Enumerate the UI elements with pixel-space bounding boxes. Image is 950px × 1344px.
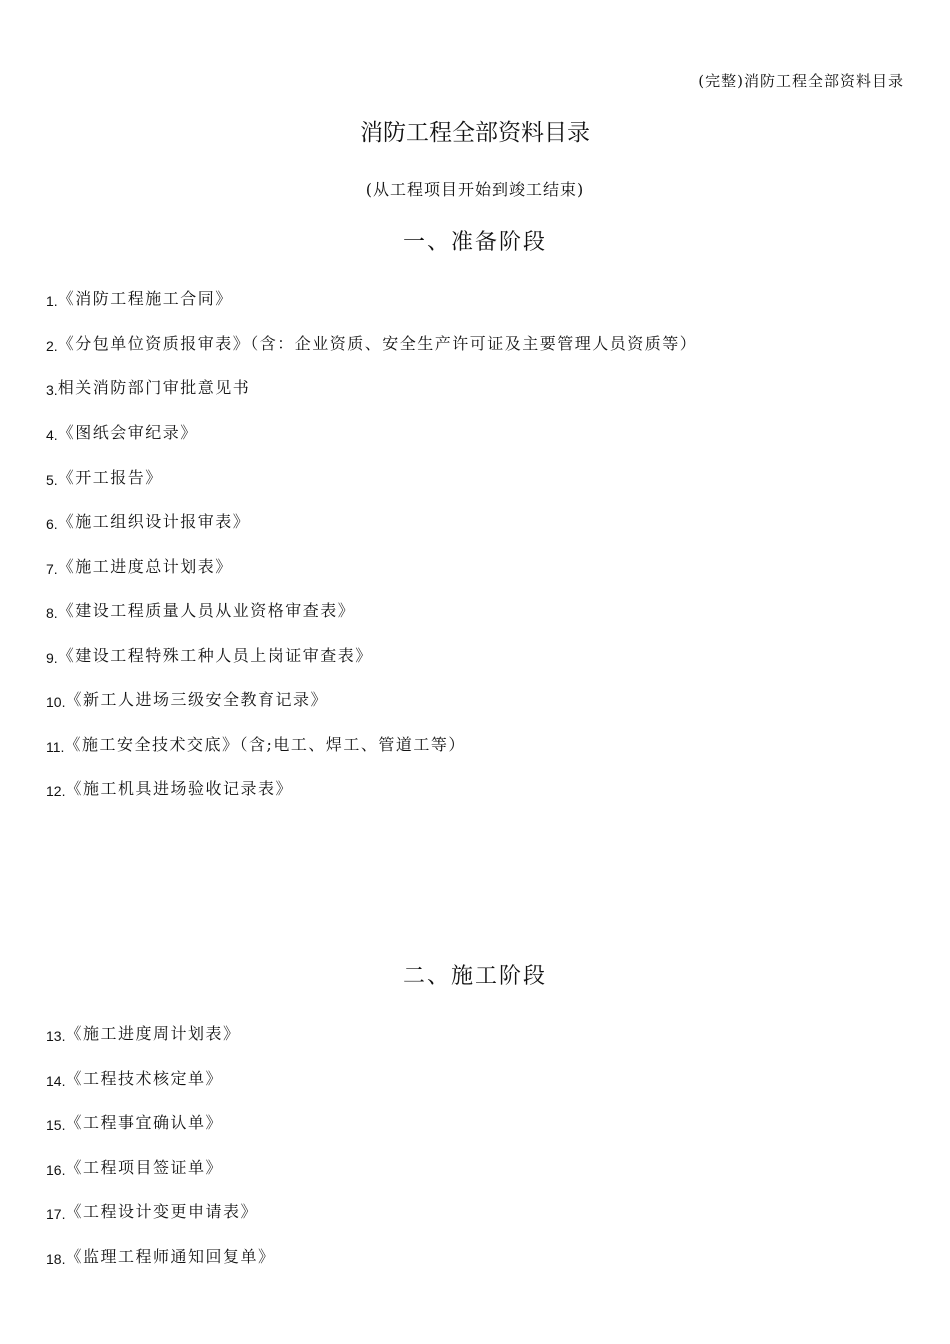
item-number: 15. <box>46 1117 66 1133</box>
item-number: 14. <box>46 1073 66 1089</box>
item-text: 《建设工程质量人员从业资格审查表》 <box>57 601 356 620</box>
list-item <box>46 690 328 710</box>
list-item <box>46 334 697 354</box>
list-item <box>46 1113 223 1133</box>
list-item <box>46 378 250 398</box>
item-number: 8. <box>46 605 58 621</box>
item-text: 《施工进度周计划表》 <box>65 1024 241 1043</box>
item-text: 《图纸会审纪录》 <box>57 423 198 442</box>
list-item <box>46 1247 275 1267</box>
item-text: 《工程事宜确认单》 <box>65 1113 223 1132</box>
item-number: 7. <box>46 561 58 577</box>
item-number: 12. <box>46 783 66 799</box>
page-title: 消防工程全部资料目录 <box>360 120 590 146</box>
item-number: 5. <box>46 472 58 488</box>
section-heading-preparation: 一、准备阶段 <box>402 230 547 255</box>
list-item <box>46 1202 258 1222</box>
item-text: 《消防工程施工合同》 <box>57 289 233 308</box>
list-item <box>46 468 163 488</box>
item-text: 《工程项目签证单》 <box>65 1158 223 1177</box>
item-text: 《监理工程师通知回复单》 <box>65 1247 276 1266</box>
item-number: 13. <box>46 1028 66 1044</box>
item-number: 1. <box>46 293 58 309</box>
item-number: 16. <box>46 1162 66 1178</box>
list-item <box>46 1024 240 1044</box>
item-text: 《施工组织设计报审表》 <box>57 512 251 531</box>
list-item <box>46 601 355 621</box>
list-item <box>46 1158 223 1178</box>
item-text: 《施工机具进场验收记录表》 <box>65 779 293 798</box>
item-number: 9. <box>46 650 58 666</box>
item-number: 3. <box>46 382 58 398</box>
item-text: 《建设工程特殊工种人员上岗证审查表》 <box>57 646 373 665</box>
list-item <box>46 557 233 577</box>
list-item <box>46 735 466 755</box>
item-text: 《工程技术核定单》 <box>65 1069 223 1088</box>
item-text: 相关消防部门审批意见书 <box>57 378 251 397</box>
list-item <box>46 1069 223 1089</box>
item-number: 10. <box>46 694 66 710</box>
list-item <box>46 423 198 443</box>
section-heading-construction: 二、施工阶段 <box>402 964 547 989</box>
list-item <box>46 646 373 666</box>
item-text: 《新工人进场三级安全教育记录》 <box>65 690 328 709</box>
item-text: 《分包单位资质报审表》（含：企业资质、安全生产许可证及主要管理人员资质等） <box>57 334 698 353</box>
item-text: 《施工安全技术交底》（含;电工、焊工、管道工等） <box>64 735 466 754</box>
item-number: 6. <box>46 516 58 532</box>
list-item <box>46 779 293 799</box>
item-number: 4. <box>46 427 58 443</box>
running-header: (完整)消防工程全部资料目录 <box>698 72 904 90</box>
page-subtitle: (从工程项目开始到竣工结束) <box>365 180 585 199</box>
list-item <box>46 512 250 532</box>
item-number: 17. <box>46 1206 66 1222</box>
item-text: 《开工报告》 <box>57 468 163 487</box>
item-text: 《施工进度总计划表》 <box>57 557 233 576</box>
item-number: 18. <box>46 1251 66 1267</box>
list-item <box>46 289 233 309</box>
item-text: 《工程设计变更申请表》 <box>65 1202 258 1221</box>
item-number: 2. <box>46 338 58 354</box>
item-number: 11. <box>46 739 65 755</box>
